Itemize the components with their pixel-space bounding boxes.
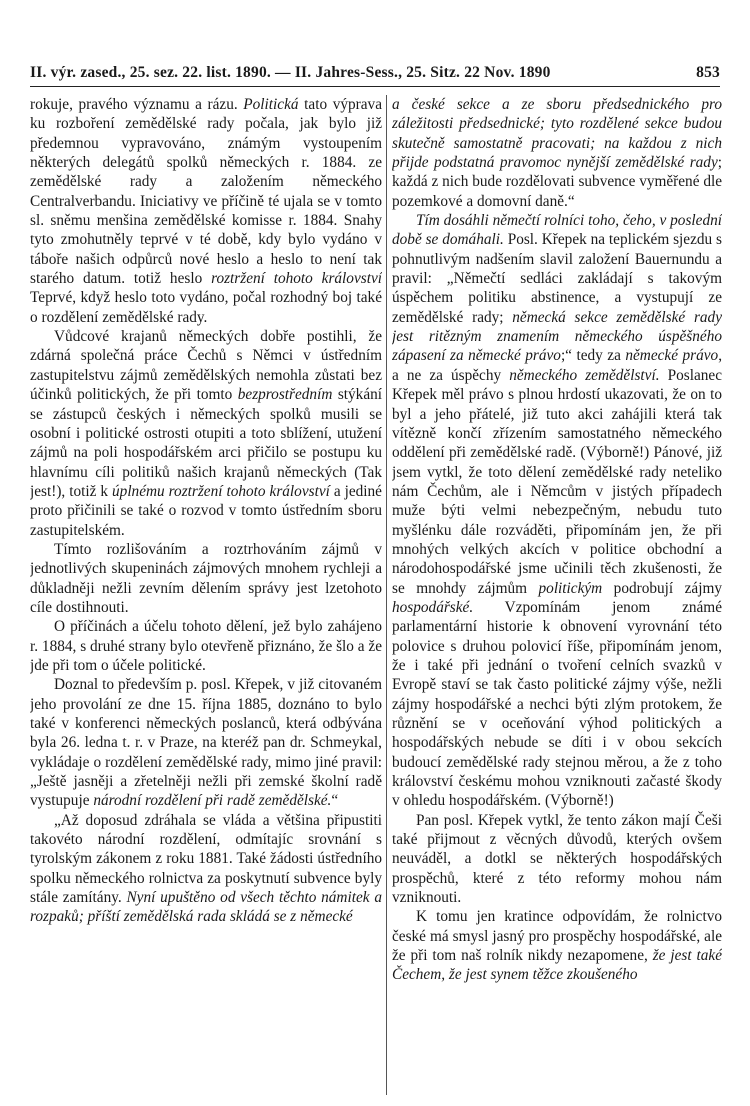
paragraph: a české sekce a ze sboru předsednického pro záležitosti předsednické; tyto rozdělené sekce budou skutečně samostatně pracovati; na každou z nich přijde podstatná pravomoc nynější zemědělské rady; každá z nich bude rozdělovati subvence vyměřené dle pozemkové a domovní daně.“ — [392, 96, 722, 210]
paragraph: Pan posl. Křepek vytkl, že tento zákon mají Češi také přijmout z věcných důvodů, kterých ovšem neuváděl, a dotkl se některých hospodářských prospěchů, které z této reformy mohou nám vzniknouti. — [392, 811, 722, 907]
paragraph: rokuje, pravého významu a rázu. Politická tato výprava ku rozboření zemědělské rady počala, jak bylo již předemnou vypravováno, známým vystoupením některých delegátů spolků německých r. 1884. ze zemědělské rady a založením německého Centralverbandu. Iniciativy ve příčině té ujala se v tomto sl. sněmu menšina zemědělské komisse r. 1884. Snahy tyto zmohutněly teprvé v té době, kdy bylo vydáno v táboře našich odpůrců nové heslo a heslo to není tak starého datum. totiž heslo roztržení tohoto království Teprvé, když heslo toto vydáno, počal rozhodný boj také o rozdělení zemědělské rady. — [30, 96, 382, 326]
paragraph: Tím dosáhli němečtí rolníci toho, čeho, v poslední době se domáhali. Posl. Křepek na teplickém sjezdu s pohnutlivým nadšením slavil založení Bauernundu a pravil: „Němečtí sedláci zakládají s takovým úspěchem politiku abstinence, a vystupují ze zemědělské rady; německá sekce zemědělské rady jest ritězným znamením německého úspěšného zápasení za německé právo;“ tedy za německé právo, a ne za úspěchy německého zemědělství. Poslanec Křepek měl právo s plnou hrdostí ukazovati, že on to byl a jeho přátelé, již tuto akci zahájili která tak vítězně končí zřízením samostatného německého oddělení při zemědělské radě. (Výborně!) Pánové, již jsem vytkl, že toto dělení zemědělské rady neteliko nám Čechům, ale i Němcům v jistých případech muže býti velmi nebezpečným, nebudu tuto myšlénku dále rozváděti, připomínám jen, že při mnohých velkých akcích v politice obchodní a národohospodářské jsme učinili těch zkušenosti, že se mnohdy zájmům politickým podrobují zájmy hospodářské. Vzpomínám jenom známé parlamentární historie k obnovení vyrovnání této polovice s druhou polovicí říše, připomínám jenom, že i také při jednání o tvoření celních svazků v Evropě staví se tak často politické zájmy výše, nežli zájmy hospodářské a nechci býti zlým protokem, že různění se v oceňování výhod politických a hospodářských nebude se díti i v obou sekcích budoucí zemědělské rady stejnou měrou, a že z toho království českému mohou vzniknouti začasté škody v ohledu hospodářském. (Výborně!) — [392, 212, 722, 810]
header-rule — [30, 86, 720, 87]
paragraph: „Až doposud zdráhala se vláda a většina připustiti takovéto národní rozdělení, odmítajíc srovnání s tyrolským zákonem z roku 1881. Také žádosti ústředního spolku německého rolnictva za poskytnutí subvence byly stále zamítány. Nyní upuštěno od všech těchto námitek a rozpaků; příští zemědělská rada skládá se z německé — [30, 811, 382, 926]
paragraph: Doznal to především p. posl. Křepek, v již citovaném jeho provolání ze dne 15. října 1885, doznáno to bylo také v konferenci německých poslanců, která odbývána byla 26. ledna t. r. v Praze, na kteréž pan dr. Schmeykal, vykládaje o rozdělení zemědělské rady, mimo jiné pravil: „Ještě jasněji a zřetelněji nežli při zemské školní radě vystupuje národní rozdělení při radě zemědělské.“ — [30, 676, 382, 810]
right-column — [392, 95, 722, 1095]
column-divider — [386, 95, 387, 1095]
left-column — [30, 95, 382, 1095]
running-header — [30, 64, 720, 82]
paragraph: O příčinách a účelu tohoto dělení, jež bylo zahájeno r. 1884, s druhé strany bylo otevřeně přiznáno, že šlo a že jde při tom o účele politické. — [30, 618, 382, 674]
paragraph: Tímto rozlišováním a roztrhováním zájmů v jednotlivých skupeninách zájmových mnohem rychleji a důkladněji nežli zevním dělením správy jest lzetohoto cíle dostihnouti. — [30, 540, 382, 616]
paragraph: Vůdcové krajanů německých dobře postihli, že zdárná společná práce Čechů s Němci v ústředním zastupitelstvu zájmů zemědělských nemohla zůstati bez účinků politických, že při tomto bezprostředním stýkání se zástupců českých i německých spolků musili se osobní i politické ostrosti otupiti a toto sblížení, utužení zájmů na poli hospodářském arci přičilo se postupu ku hlavnímu cíli politiků našich krajanů německých (Tak jest!), totiž k úplnému roztržení tohoto království a jediné proto přičinili se také o rozvod v tomto ústředním sboru zastupitelském. — [30, 328, 382, 539]
page-number: 853 — [696, 64, 720, 81]
header-title: II. výr. zased., 25. sez. 22. list. 1890. — II. Jahres-Sess., 25. Sitz. 22 Nov. 1890 — [30, 64, 551, 81]
paragraph: K tomu jen kratince odpovídám, že rolnictvo české má smysl jasný pro prospěchy hospodářské, ale že při tom naš rolník nikdy nezapomene, že jest také Čechem, že jest synem těžce zkoušeného — [392, 908, 722, 984]
